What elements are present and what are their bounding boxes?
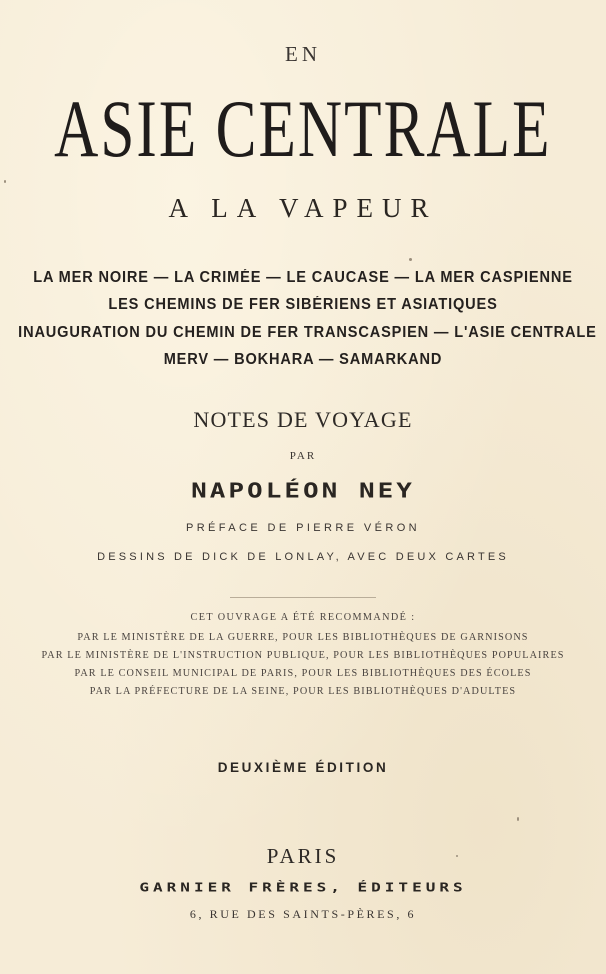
topic-line: LES CHEMINS DE FER SIBÉRIENS ET ASIATIQUES — [108, 296, 498, 313]
publisher-name-text: GARNIER FRÈRES, ÉDITEURS — [139, 880, 467, 895]
title-preposition: EN — [285, 42, 321, 66]
drawings-credit: DESSINS DE DICK DE LONLAY, AVEC DEUX CARTES — [97, 551, 509, 563]
paper-speck — [517, 817, 519, 821]
edition-label: DEUXIÈME ÉDITION — [217, 760, 389, 775]
preface-credit: PRÉFACE DE PIERRE VÉRON — [185, 522, 421, 534]
main-title-text: ASIE CENTRALE — [54, 83, 552, 174]
recommendation-heading: CET OUVRAGE A ÉTÉ RECOMMANDÉ : — [190, 612, 416, 623]
subtitle: A LA VAPEUR — [168, 193, 438, 223]
publisher-name — [0, 878, 606, 898]
paper-speck — [456, 855, 458, 857]
main-title — [0, 83, 606, 174]
topic-line: INAUGURATION DU CHEMIN DE FER TRANSCASPIEN — L'ASIE CENTRALE — [18, 324, 597, 341]
topic-line: MERV — BOKHARA — SAMARKAND — [163, 351, 443, 368]
paper-speck — [4, 180, 6, 183]
notes-heading: NOTES DE VOYAGE — [193, 407, 413, 432]
by-label: PAR — [289, 450, 317, 462]
author-name-text: NAPOLÉON NEY — [191, 479, 415, 503]
recommendation-line: PAR LE MINISTÈRE DE LA GUERRE, POUR LES BIBLIOTHÈQUES DE GARNISONS — [77, 632, 529, 643]
author-name — [0, 476, 606, 506]
divider — [230, 597, 376, 598]
publisher-address: 6, RUE DES SAINTS-PÈRES, 6 — [189, 907, 417, 921]
recommendation-line: PAR LA PRÉFECTURE DE LA SEINE, POUR LES BIBLIOTHÈQUES D'ADULTES — [89, 686, 517, 697]
recommendation-line: PAR LE MINISTÈRE DE L'INSTRUCTION PUBLIQUE, POUR LES BIBLIOTHÈQUES POPULAIRES — [41, 650, 565, 661]
paper-speck — [409, 258, 412, 261]
recommendation-line: PAR LE CONSEIL MUNICIPAL DE PARIS, POUR LES BIBLIOTHÈQUES DES ÉCOLES — [74, 668, 532, 679]
publication-city: PARIS — [266, 844, 340, 868]
topic-line: LA MER NOIRE — LA CRIMÉE — LE CAUCASE — LA MER CASPIENNE — [33, 269, 573, 286]
